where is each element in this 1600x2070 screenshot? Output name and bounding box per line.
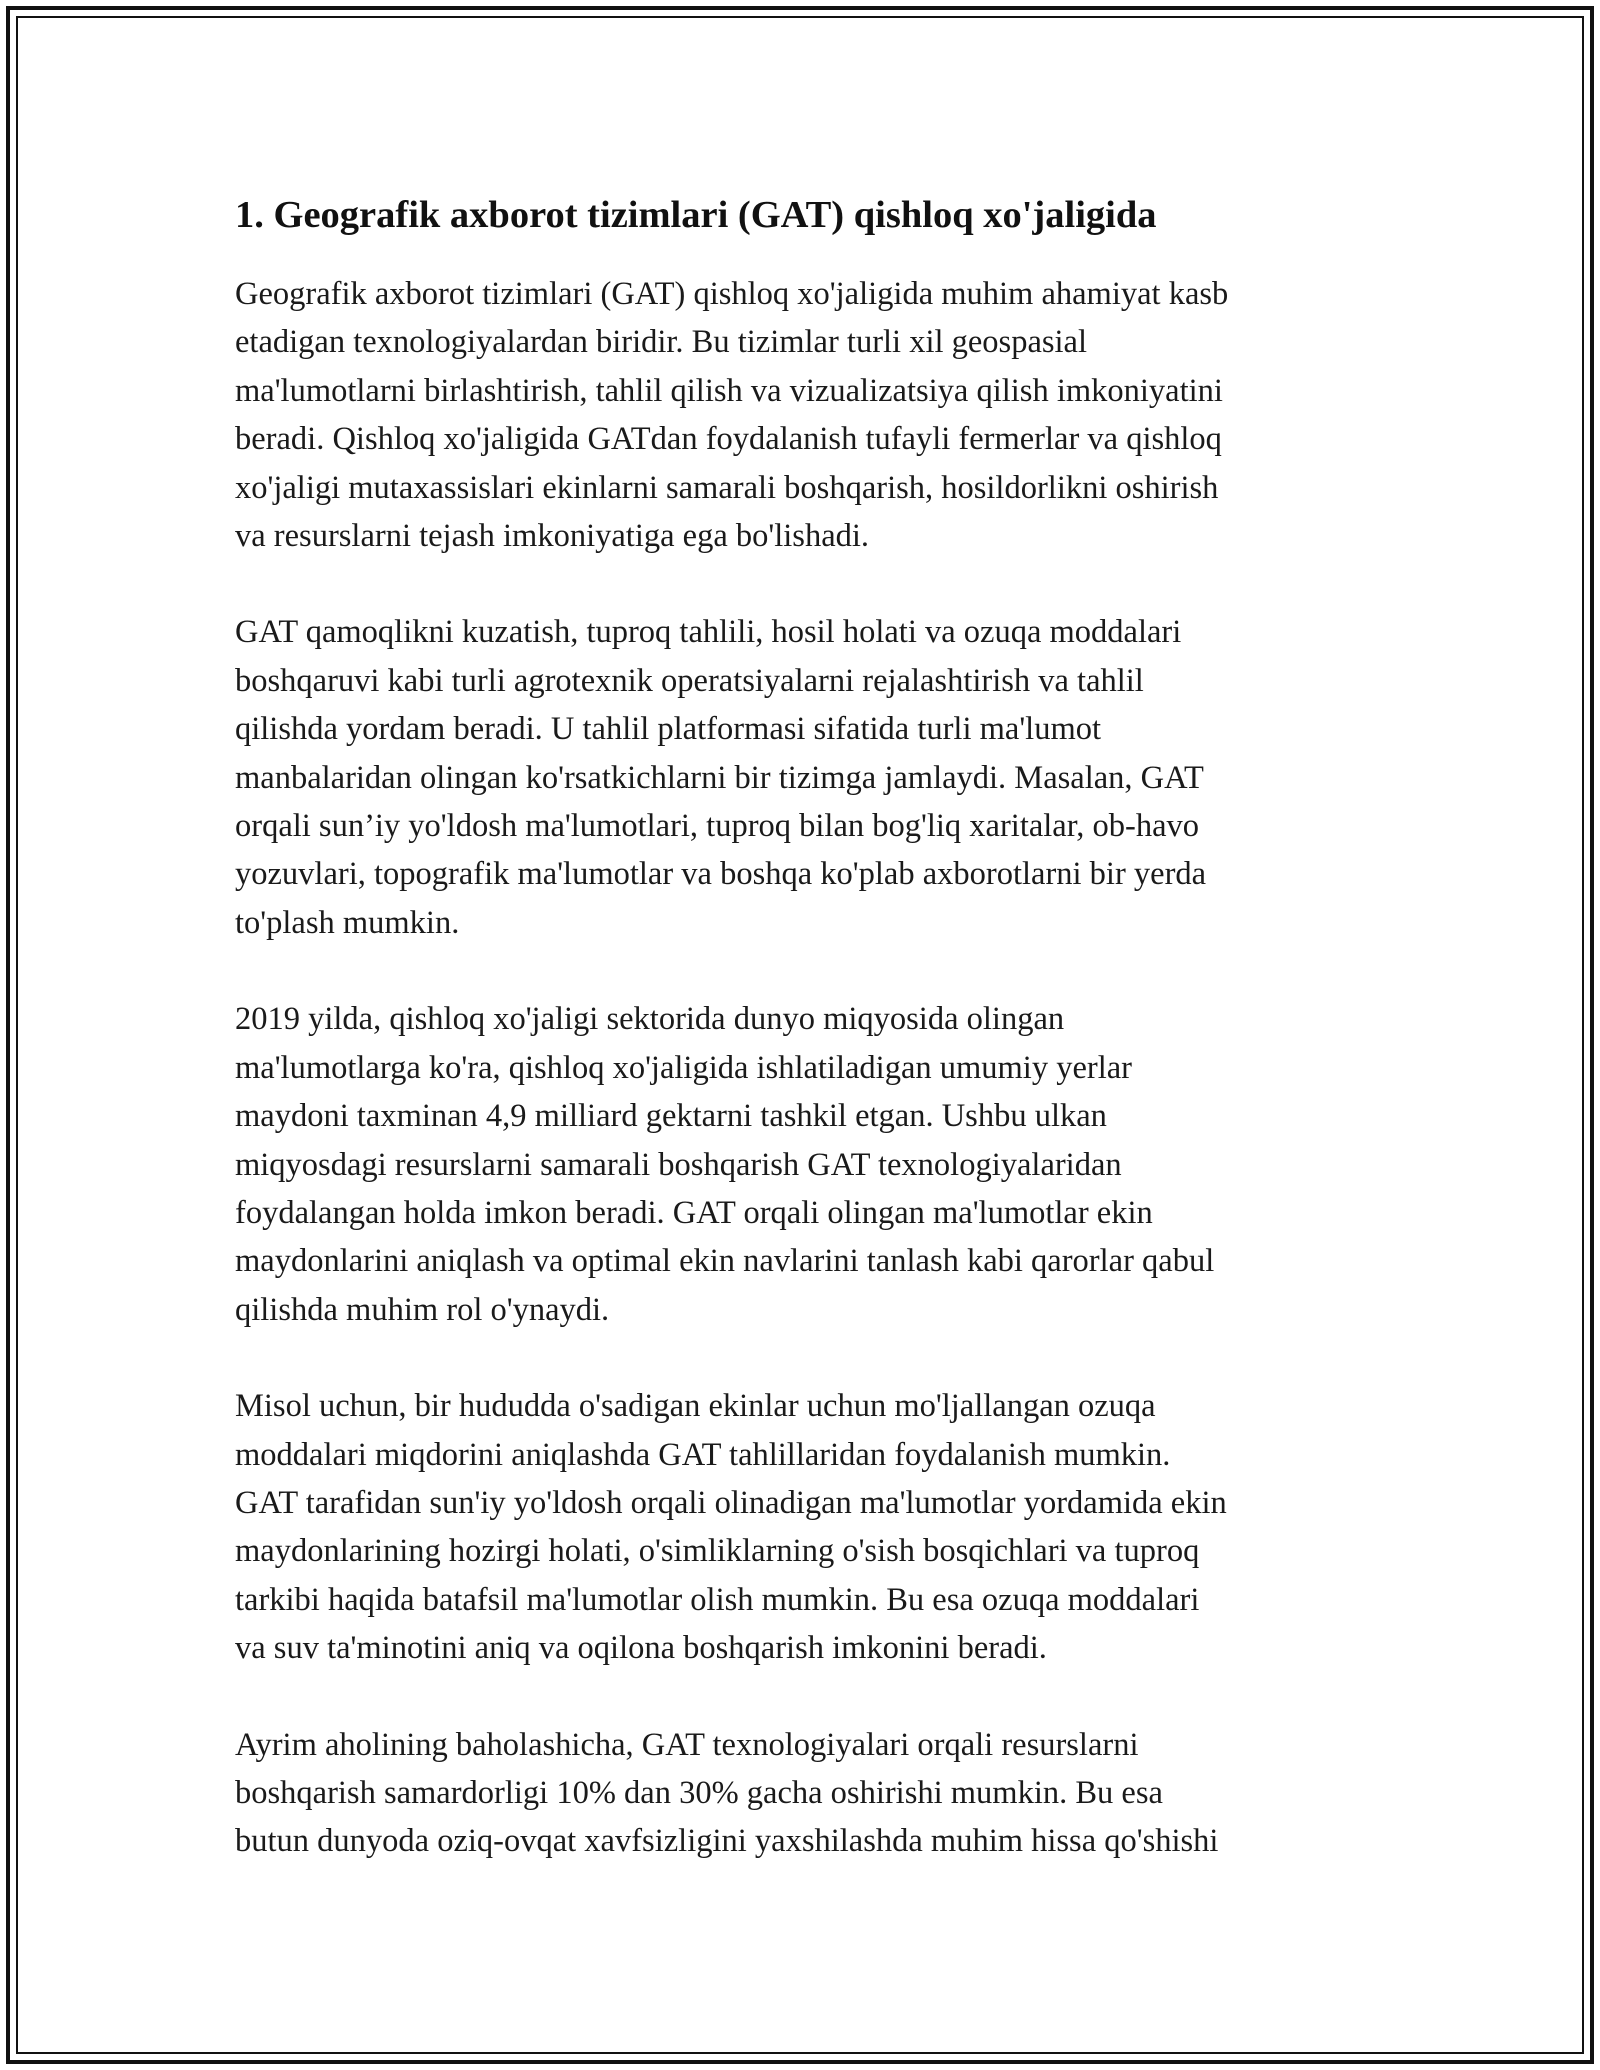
- text-line: beradi. Qishloq xo'jaligida GATdan foydalanish tufayli fermerlar va qishloq: [235, 421, 1222, 458]
- text-line: boshqaruvi kabi turli agrotexnik operatsiyalarni rejalashtirish va tahlil: [235, 662, 1144, 699]
- text-line: GAT qamoqlikni kuzatish, tuproq tahlili, hosil holati va ozuqa moddalari: [235, 614, 1182, 651]
- text-line: ma'lumotlarni birlashtirish, tahlil qilish va vizualizatsiya qilish imkoniyatini: [235, 372, 1223, 409]
- text-line: va suv ta'minotini aniq va oqilona boshqarish imkonini beradi.: [235, 1630, 1047, 1667]
- text-line: manbalaridan olingan ko'rsatkichlarni bir tizimga jamlaydi. Masalan, GAT: [235, 759, 1204, 796]
- text-line: ma'lumotlarga ko'ra, qishloq xo'jaligida ishlatiladigan umumiy yerlar: [235, 1049, 1132, 1086]
- text-line: yozuvlari, topografik ma'lumotlar va boshqa ko'plab axborotlarni bir yerda: [235, 856, 1207, 893]
- text-line: qilishda yordam beradi. U tahlil platformasi sifatida turli ma'lumot: [235, 711, 1102, 748]
- paragraph-2: [235, 608, 1365, 947]
- text-line: maydoni taxminan 4,9 milliard gektarni tashkil etgan. Ushbu ulkan: [235, 1098, 1107, 1135]
- text-line: 2019 yilda, qishloq xo'jaligi sektorida dunyo miqyosida olingan: [235, 1001, 1065, 1038]
- text-line: to'plash mumkin.: [235, 904, 460, 941]
- paragraph-3: [235, 995, 1365, 1334]
- text-line: Geografik axborot tizimlari (GAT) qishloq xo'jaligida muhim ahamiyat kasb: [235, 276, 1229, 312]
- text-line: Misol uchun, bir hududda o'sadigan ekinlar uchun mo'ljallangan ozuqa: [235, 1388, 1156, 1425]
- text-line: etadigan texnologiyalardan biridir. Bu tizimlar turli xil geospasial: [235, 324, 1088, 361]
- text-line: xo'jaligi mutaxassislari ekinlarni samarali boshqarish, hosildorlikni oshirish: [235, 469, 1219, 506]
- text-line: qilishda muhim rol o'ynaydi.: [235, 1291, 610, 1328]
- paragraph-1: [235, 270, 1365, 560]
- text-line: maydonlarining hozirgi holati, o'simliklarning o'sish bosqichlari va tuproq: [235, 1533, 1200, 1570]
- text-line: Ayrim aholining baholashicha, GAT texnologiyalari orqali resurslarni: [235, 1726, 1139, 1763]
- paragraph-5: [235, 1721, 1365, 1866]
- text-line: tarkibi haqida batafsil ma'lumotlar olish mumkin. Bu esa ozuqa moddalari: [235, 1581, 1200, 1618]
- section-heading: 1. Geografik axborot tizimlari (GAT) qishloq xo'jaligida: [235, 194, 1157, 236]
- text-line: va resurslarni tejash imkoniyatiga ega bo'lishadi.: [235, 518, 870, 555]
- text-line: maydonlarini aniqlash va optimal ekin navlarini tanlash kabi qarorlar qabul: [235, 1243, 1215, 1280]
- text-line: boshqarish samardorligi 10% dan 30% gacha oshirishi mumkin. Bu esa: [235, 1774, 1163, 1811]
- document-body: [235, 186, 1365, 1914]
- text-line: foydalangan holda imkon beradi. GAT orqali olingan ma'lumotlar ekin: [235, 1194, 1153, 1231]
- text-line: GAT tarafidan sun'iy yo'ldosh orqali olinadigan ma'lumotlar yordamida ekin: [235, 1484, 1227, 1521]
- text-line: moddalari miqdorini aniqlashda GAT tahlillaridan foydalanish mumkin.: [235, 1436, 1171, 1473]
- text-line: orqali sun’iy yo'ldosh ma'lumotlari, tuproq bilan bog'liq xaritalar, ob-havo: [235, 808, 1200, 845]
- text-line: miqyosdagi resurslarni samarali boshqarish GAT texnologiyalaridan: [235, 1146, 1122, 1183]
- text-line: butun dunyoda oziq-ovqat xavfsizligini yaxshilashda muhim hissa qo'shishi: [235, 1823, 1219, 1860]
- paragraph-4: [235, 1382, 1365, 1672]
